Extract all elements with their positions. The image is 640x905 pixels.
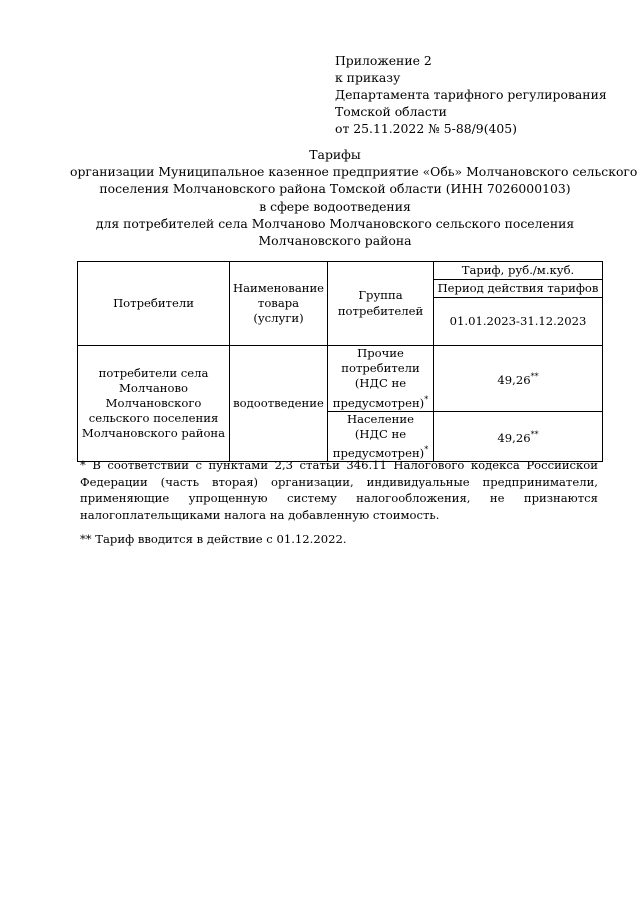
title-line: поселения Молчановского района Томской области (ИНН 7026000103) <box>99 181 571 197</box>
title-line: организации Муниципальное казенное предприятие «Обь» Молчановского сельского <box>70 164 638 180</box>
header-tariff: Тариф, руб./м.куб. <box>434 262 603 280</box>
header-consumers: Потребители <box>78 262 230 346</box>
footnote-2: ** Тариф вводится в действие с 01.12.2022. <box>80 532 347 547</box>
footnotes <box>80 457 598 556</box>
appendix-line: Томской области <box>335 104 447 119</box>
tariff-table <box>77 261 603 462</box>
title-line: для потребителей села Молчаново Молчановского сельского поселения <box>95 215 575 231</box>
header-period-label: Период действия тарифов <box>434 280 603 298</box>
footnote-mark: ** <box>530 371 539 381</box>
tariff-value: 49,26 <box>497 372 531 387</box>
appendix-line: Департамента тарифного регулирования <box>335 87 607 102</box>
appendix-line: от 25.11.2022 № 5-88/9(405) <box>335 121 518 136</box>
footnote-mark: * <box>424 445 429 455</box>
group-text: Население (НДС не предусмотрен) <box>332 411 425 460</box>
consumer-cell: потребители села Молчаново Молчановского сельского поселения Молчановского района <box>78 346 230 462</box>
appendix-block <box>335 52 607 137</box>
tariff-value-cell <box>434 346 603 412</box>
title-heading: Тарифы <box>309 147 361 162</box>
tariff-value: 49,26 <box>497 430 531 445</box>
appendix-line: к приказу <box>335 70 401 85</box>
tariff-value-cell <box>434 411 603 461</box>
title-line: Молчановского района <box>258 233 412 249</box>
group-cell <box>328 411 434 461</box>
header-service: Наименование товара (услуги) <box>230 262 328 346</box>
appendix-line: Приложение 2 <box>335 53 432 68</box>
footnote-mark: * <box>424 394 429 404</box>
group-cell <box>328 346 434 412</box>
group-text: Прочие потребители (НДС не предусмотрен) <box>332 346 425 410</box>
footnote-mark: ** <box>530 429 539 439</box>
title-line: в сфере водоотведения <box>259 198 411 214</box>
document-title <box>70 146 638 249</box>
header-period: 01.01.2023-31.12.2023 <box>434 298 603 346</box>
footnote-1: * В соответствии с пунктами 2,3 статьи 346.11 Налогового кодекса Российской Федерации (часть вторая) организации, индивидуальные предприниматели, применяющие упрощенную систему налогообложения, не признаются налогоплательщиками налога на добавленную стоимость. <box>80 458 598 522</box>
header-group: Группа потребителей <box>328 262 434 346</box>
service-cell: водоотведение <box>230 346 328 462</box>
